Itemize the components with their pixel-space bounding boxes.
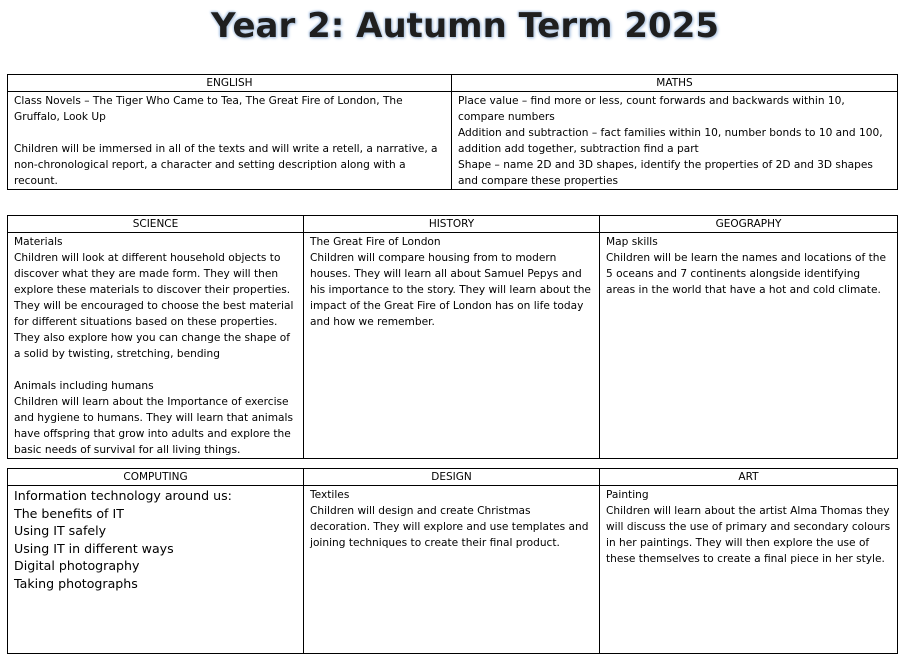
history-heading: HISTORY (304, 216, 600, 233)
science-content: Materials Children will look at different household objects to discover what they are made form. They will then explore these materials to discover their properties. They will be encouraged to choose the best material for different situations based on these properties. They also explore how you can change the shape of a solid by twisting, stretching, bending Animals including humans Children will learn about the Importance of exercise and hygiene to humans. They will learn that animals have offspring that grow into adults and explore the basic needs of survival for all living things. (8, 233, 304, 459)
art-content: Painting Children will learn about the artist Alma Thomas they will discuss the use of primary and secondary colours in her paintings. They will then explore the use of these themselves to create a final piece in her style. (600, 486, 898, 654)
science-history-geography-table (7, 215, 898, 459)
page-title: Year 2: Autumn Term 2025 (210, 6, 720, 46)
science-heading: SCIENCE (8, 216, 304, 233)
design-content: Textiles Children will design and create Christmas decoration. They will explore and use templates and joining techniques to create their final product. (304, 486, 600, 654)
art-heading: ART (600, 469, 898, 486)
computing-heading: COMPUTING (8, 469, 304, 486)
geography-heading: GEOGRAPHY (600, 216, 898, 233)
english-heading: ENGLISH (8, 75, 452, 92)
computing-design-art-table (7, 468, 898, 654)
history-content: The Great Fire of London Children will compare housing from to modern houses. They will learn all about Samuel Pepys and his importance to the story. They will learn about the impact of the Great Fire of London has on life today and how we remember. (304, 233, 600, 459)
computing-content: Information technology around us: The benefits of IT Using IT safely Using IT in different ways Digital photography Taking photographs (8, 486, 304, 654)
maths-heading: MATHS (452, 75, 898, 92)
design-heading: DESIGN (304, 469, 600, 486)
geography-content: Map skills Children will be learn the names and locations of the 5 oceans and 7 continents alongside identifying areas in the world that have a hot and cold climate. (600, 233, 898, 459)
maths-content: Place value – find more or less, count forwards and backwards within 10, compare numbers Addition and subtraction – fact families within 10, number bonds to 10 and 100, addition add together, subtraction find a part Shape – name 2D and 3D shapes, identify the properties of 2D and 3D shapes and compare these properties (452, 92, 898, 190)
english-maths-table (7, 74, 898, 190)
english-content: Class Novels – The Tiger Who Came to Tea, The Great Fire of London, The Gruffalo, Look Up Children will be immersed in all of the texts and will write a retell, a narrative, a non-chronological report, a character and setting description along with a recount. (8, 92, 452, 190)
